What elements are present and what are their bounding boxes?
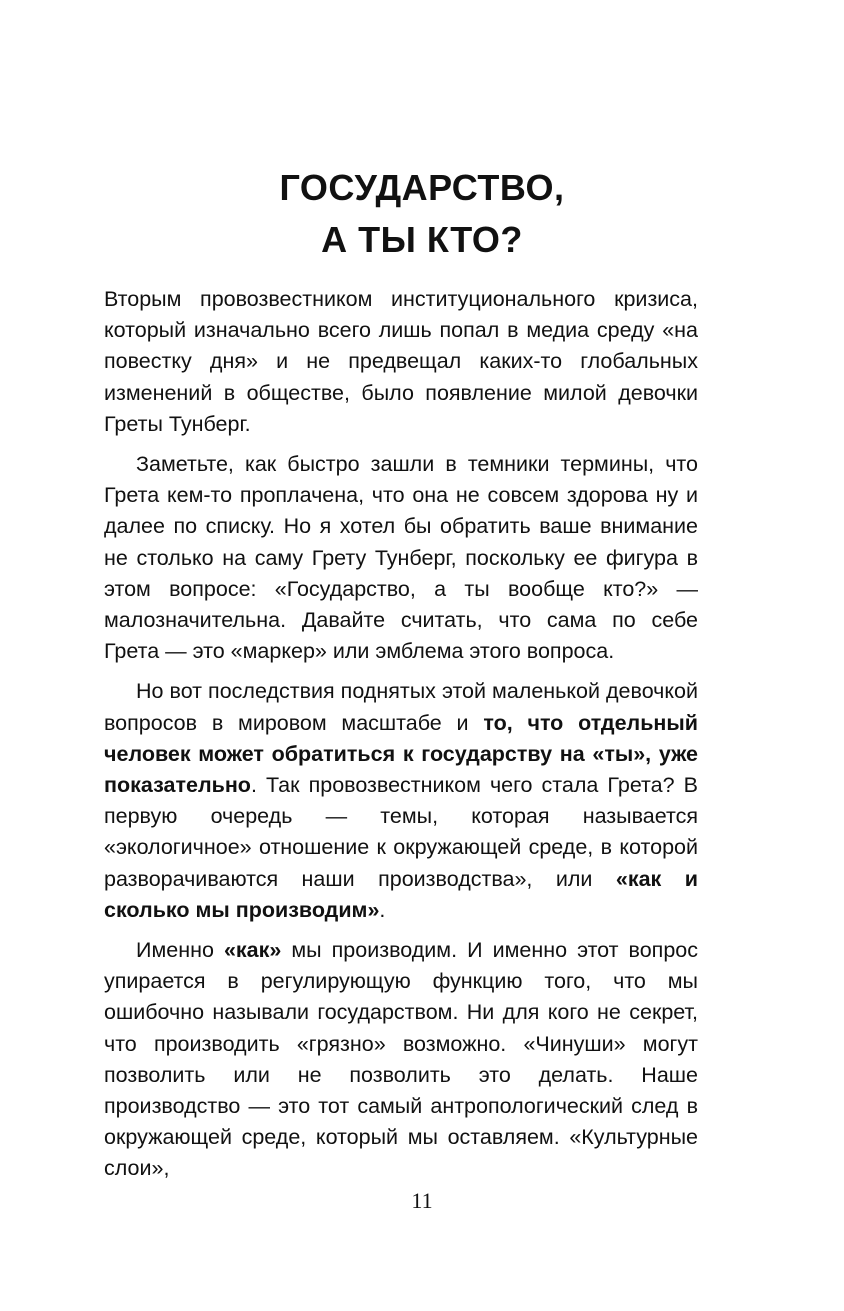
paragraph-4 (104, 935, 698, 1185)
paragraph-3-text-a: Но вот последствия поднятых этой маленькой девочкой вопросов в мировом масштабе и (104, 679, 698, 735)
paragraph-3 (104, 676, 698, 926)
paragraph-3-text-c: . Так провозвестником чего стала Грета? В первую очередь — темы, которая называется «экологичное» отношение к окружающей среде, в которой разворачиваются наши производства», или (104, 773, 698, 891)
paragraph-4-text-c: мы производим. И именно этот вопрос упирается в регулирующую функцию того, что мы ошибочно называли государством. Ни для кого не секрет, что производить «грязно» возможно. «Чинуши» могут позволить или не позволить это делать. Наше производство — это тот самый антропологический след в окружающей среде, который мы оставляем. «Культурные слои», (104, 938, 698, 1181)
paragraph-1-text: Вторым провозвестником институционального кризиса, который изначально всего лишь попал в медиа среду «на повестку дня» и не предвещал каких-то глобальных изменений в обществе, было появление милой девочки Греты Тунберг. (104, 287, 698, 436)
paragraph-4-bold-how: «как» (223, 938, 282, 963)
paragraph-3-bold-statement: то, что отдельный человек может обратиться к государству на «ты», уже показательно (104, 710, 698, 798)
chapter-title (0, 162, 844, 266)
chapter-title-line-2: А ТЫ КТО? (321, 219, 523, 260)
body-text (104, 284, 698, 1194)
paragraph-2 (104, 449, 698, 667)
chapter-title-line-1: ГОСУДАРСТВО, (279, 167, 565, 208)
paragraph-4-text-a: Именно (136, 938, 224, 963)
paragraph-3-text-e: . (379, 897, 386, 922)
paragraph-3-bold-question: «как и сколько мы производим» (104, 866, 698, 922)
paragraph-1 (104, 284, 698, 440)
page-number: 11 (411, 1188, 433, 1213)
paragraph-2-text: Заметьте, как быстро зашли в темники термины, что Грета кем-то проплачена, что она не совсем здорова ну и далее по списку. Но я хотел бы обратить ваше внимание не столько на саму Грету Тунберг, поскольку ее фигура в этом вопросе: «Государство, а ты вообще кто?» — малозначительна. Давайте считать, что сама по себе Грета — это «маркер» или эмблема этого вопроса. (104, 452, 698, 664)
